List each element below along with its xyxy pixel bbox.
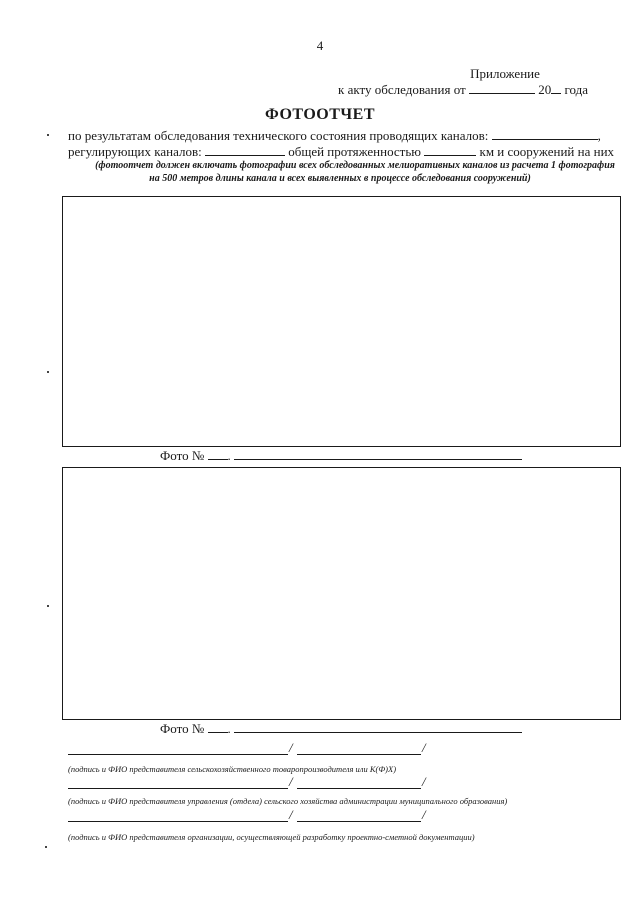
photo-description-field-1[interactable] xyxy=(234,448,522,460)
intro-text-1: по результатам обследования технического состояния проводящих каналов: xyxy=(68,128,489,143)
intro-comma: , xyxy=(597,128,601,143)
photo-number-field-1[interactable] xyxy=(208,448,228,460)
signature-slash-2b: / xyxy=(422,774,426,789)
scan-mark xyxy=(45,846,47,848)
signature-line-1[interactable] xyxy=(68,754,288,755)
intro-line-1 xyxy=(68,128,601,144)
appendix-title: Приложение xyxy=(470,66,540,81)
appendix-prefix: к акту обследования от xyxy=(338,82,466,97)
photo-frame-1[interactable] xyxy=(62,196,621,447)
regulating-canals-field[interactable] xyxy=(205,144,285,156)
photo-caption-1 xyxy=(160,448,522,464)
signature-slash-1: / xyxy=(289,740,293,755)
note-line-1: (фотоотчет должен включать фотографии всех обследованных мелиоративных каналов из расчета 1 фотография xyxy=(95,160,615,171)
name-line-2[interactable] xyxy=(297,788,421,789)
photo-number-field-2[interactable] xyxy=(208,721,228,733)
scan-mark xyxy=(47,134,49,136)
photo-description-field-2[interactable] xyxy=(234,721,522,733)
photo-frame-2[interactable] xyxy=(62,467,621,720)
signature-line-2[interactable] xyxy=(68,788,288,789)
intro-text-2c: км и сооружений на них xyxy=(479,144,615,159)
caption-separator: . xyxy=(227,448,231,463)
signature-label-2: (подпись и ФИО представителя управления (отдела) сельского хозяйства администрации муниципального образования) xyxy=(68,796,508,806)
act-date-field[interactable] xyxy=(469,82,535,94)
caption-separator: . xyxy=(227,721,231,736)
appendix-reference xyxy=(338,82,588,98)
photo-caption-prefix: Фото № xyxy=(160,448,205,463)
appendix-year-prefix: 20 xyxy=(538,82,552,97)
intro-text-2b: общей протяженностью xyxy=(288,144,421,159)
note-line-2: на 500 метров длины канала и всех выявленных в процессе обследования сооружений) xyxy=(149,173,531,184)
intro-text-2a: регулирующих каналов: xyxy=(68,144,202,159)
length-km-field[interactable] xyxy=(424,144,476,156)
photo-caption-2 xyxy=(160,721,522,737)
year-field[interactable] xyxy=(551,82,561,94)
signature-slash-2: / xyxy=(289,774,293,789)
scan-mark xyxy=(47,371,49,373)
scan-mark xyxy=(47,605,49,607)
document-title: ФОТООТЧЕТ xyxy=(265,106,375,123)
page-number: 4 xyxy=(316,38,324,53)
signature-label-1: (подпись и ФИО представителя сельскохозяйственного товаропроизводителя или К(Ф)Х) xyxy=(68,764,397,774)
name-line-1[interactable] xyxy=(297,754,421,755)
canals-field[interactable] xyxy=(492,128,598,140)
appendix-year-suffix: года xyxy=(564,82,588,97)
signature-label-3: (подпись и ФИО представителя организации, осуществляющей разработку проектно-сметной документации) xyxy=(68,832,475,842)
signature-slash-3b: / xyxy=(422,807,426,822)
signature-slash-1b: / xyxy=(422,740,426,755)
name-line-3[interactable] xyxy=(297,821,421,822)
photo-caption-prefix: Фото № xyxy=(160,721,205,736)
intro-line-2 xyxy=(68,144,614,160)
signature-slash-3: / xyxy=(289,807,293,822)
signature-line-3[interactable] xyxy=(68,821,288,822)
